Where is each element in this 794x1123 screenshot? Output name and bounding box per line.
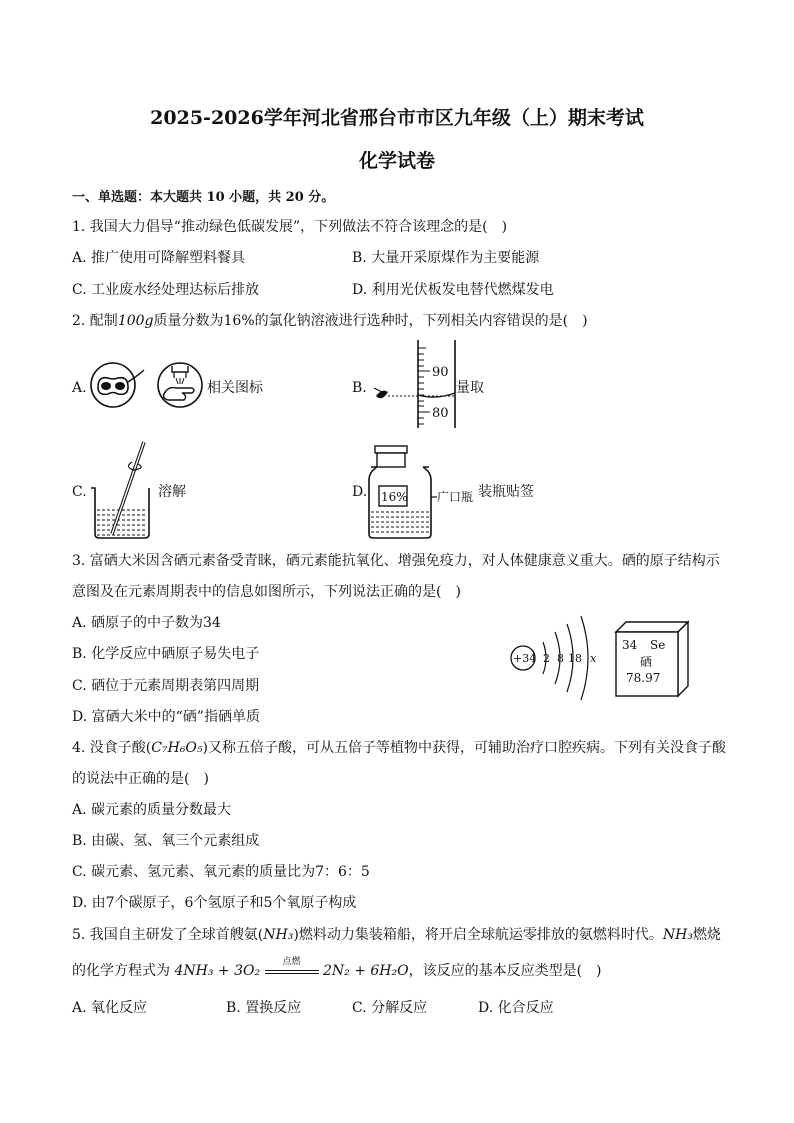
q3-stem-line1: 3. 富硒大米因含硒元素备受青睐，硒元素能抗氧化、增强免疫力，对人体健康意义重大。硒的原子结构示 — [72, 553, 720, 569]
q2-stem — [72, 312, 588, 330]
q1-option-b: B. 大量开采原煤作为主要能源 — [352, 250, 540, 266]
element-name: 硒 — [640, 655, 653, 669]
q4-option-b: B. 由碳、氢、氧三个元素组成 — [72, 833, 260, 849]
q3-option-a: A. 硒原子的中子数为34 — [72, 615, 221, 631]
q2-option-d-letter: D. — [352, 484, 368, 500]
q5-stem-mid: )燃料动力集装箱船，将开启全球航运零排放的氨燃料时代。 — [293, 927, 663, 943]
q3-option-d: D. 富硒大米中的“硒”指硒单质 — [72, 709, 260, 725]
shell-1-electrons: 2 — [543, 652, 550, 665]
q2-option-a-text: 相关图标 — [207, 380, 263, 396]
q3-option-b: B. 化学反应中硒原子易失电子 — [72, 646, 260, 662]
q2-option-b-letter: B. — [352, 380, 367, 396]
shell-3-electrons: 18 — [568, 652, 582, 665]
shell-4-electrons: x — [590, 652, 597, 665]
q2-option-b-text: 量取 — [456, 380, 484, 396]
q5-option-c: C. 分解反应 — [352, 1000, 428, 1016]
ammonia-formula: NH₃ — [263, 927, 294, 943]
exam-title: 2025-2026学年河北省邢台市市区九年级（上）期末考试 — [150, 107, 644, 129]
measuring-cylinder-figure — [366, 340, 461, 430]
q1-stem: 1. 我国大力倡导“推动绿色低碳发展”，下列做法不符合该理念的是( ) — [72, 219, 508, 235]
eye-icon — [374, 388, 388, 398]
q2-option-c-text: 溶解 — [158, 484, 186, 500]
q1-option-d: D. 利用光伏板发电替代燃煤发电 — [352, 282, 554, 298]
q2-percent: 16% — [223, 313, 255, 329]
cylinder-tick-80: 80 — [432, 406, 449, 421]
bottle-label-text: 16% — [381, 490, 408, 504]
periodic-table-cell — [612, 618, 692, 698]
q3-option-c: C. 硒位于元素周期表第四周期 — [72, 678, 260, 694]
q4-stem-line2: 的说法中正确的是( ) — [72, 771, 209, 787]
q5-stem-post2: ，该反应的基本反应类型是( ) — [408, 963, 602, 979]
nucleus-charge: +34 — [513, 652, 537, 665]
goggles-icon — [91, 363, 144, 407]
q4-option-d: D. 由7个碳原子，6个氢原子和5个氧原子构成 — [72, 895, 357, 911]
q2-option-c-letter: C. — [72, 484, 87, 500]
ammonia-formula-2: NH₃ — [662, 927, 693, 943]
q2-stem-pre: 2. 配制 — [72, 313, 118, 329]
q5-stem-line2 — [72, 957, 602, 980]
q2-option-d-text: 装瓶贴签 — [478, 484, 534, 500]
shell-2-electrons: 8 — [557, 652, 564, 665]
q5-option-b: B. 置换反应 — [226, 1000, 302, 1016]
atomic-mass: 78.97 — [626, 671, 661, 685]
q2-stem-post: 的氯化钠溶液进行选种时，下列相关内容错误的是( ) — [254, 313, 588, 329]
q5-stem-line1 — [72, 926, 721, 944]
equation-arrow — [265, 957, 319, 974]
q4-option-a: A. 碳元素的质量分数最大 — [72, 802, 232, 818]
atomic-structure-diagram — [505, 612, 600, 702]
q5-option-a: A. 氧化反应 — [72, 1000, 148, 1016]
section-heading: 一、单选题：本大题共 10 小题，共 20 分。 — [72, 190, 335, 205]
gallic-acid-formula: C₇H₆O₅ — [151, 740, 203, 756]
exam-subtitle: 化学试卷 — [358, 150, 435, 172]
q1-option-a: A. 推广使用可降解塑料餐具 — [72, 250, 246, 266]
q5-option-d: D. 化合反应 — [478, 1000, 554, 1016]
q3-stem-line2: 意图及在元素周期表中的信息如图所示，下列说法正确的是( ) — [72, 584, 461, 600]
q1-option-c: C. 工业废水经处理达标后排放 — [72, 282, 260, 298]
q2-option-a-letter: A. — [72, 380, 87, 396]
bottle-type-label: 广口瓶 — [437, 490, 474, 504]
q5-stem-pre: 5. 我国自主研发了全球首艘氨( — [72, 927, 264, 943]
element-symbol: Se — [650, 638, 666, 652]
hand-wash-icon — [158, 363, 202, 407]
q4-stem-line1 — [72, 739, 726, 757]
q2-amount: 100g — [117, 313, 154, 329]
q4-stem-post: )又称五倍子酸，可从五倍子等植物中获得，可辅助治疗口腔疾病。下列有关没食子酸 — [202, 740, 726, 756]
q4-stem-pre: 4. 没食子酸( — [72, 740, 152, 756]
equation-products: 2N₂ + 6H₂O — [322, 963, 409, 979]
atomic-number: 34 — [622, 638, 638, 652]
q2-stem-mid: 质量分数为 — [153, 313, 224, 329]
q4-option-c: C. 碳元素、氢元素、氧元素的质量比为7：6：5 — [72, 864, 370, 880]
beaker-stirring-figure — [86, 440, 166, 540]
q5-stem-post: 燃烧 — [692, 927, 721, 943]
safety-icons — [88, 360, 208, 412]
cylinder-tick-90: 90 — [432, 365, 449, 380]
q5-equation-intro: 的化学方程式为 — [72, 963, 170, 979]
equation-condition: 点燃 — [282, 957, 301, 967]
equation-reactants: 4NH₃ + 3O₂ — [174, 963, 261, 979]
